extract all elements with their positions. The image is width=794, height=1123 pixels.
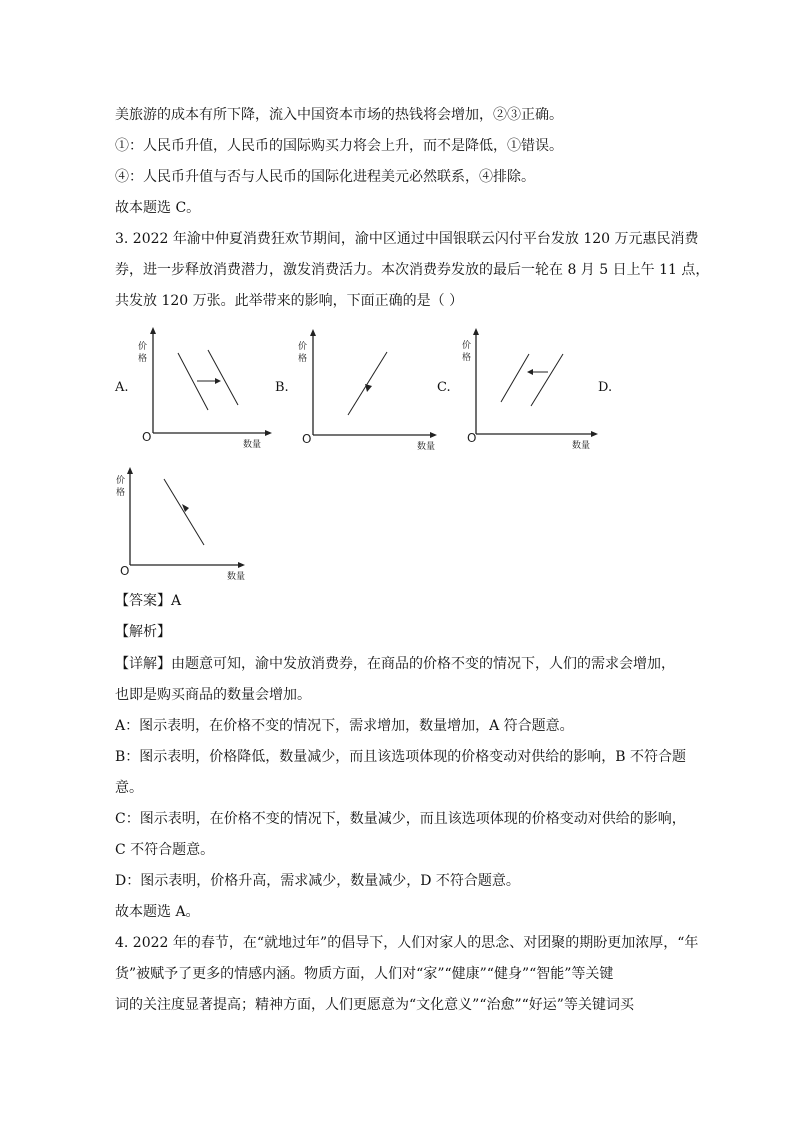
- origin-label: O: [120, 564, 130, 578]
- detail-line: 故本题选 A。: [115, 904, 200, 920]
- text-line: ④：人民币升值与否与人民币的国际化进程美元必然联系，④排除。: [115, 169, 535, 185]
- text-line: 故本题选 C。: [115, 200, 201, 216]
- detail-line: A：图示表明，在价格不变的情况下，需求增加，数量增加，A 符合题意。: [115, 718, 574, 734]
- quantity-label: 数量: [243, 440, 262, 450]
- origin-label: O: [467, 431, 477, 445]
- answer-line: 【答案】A: [115, 593, 182, 609]
- graph-c: [458, 326, 603, 451]
- origin-label: O: [302, 432, 312, 446]
- option-b-label: B.: [275, 380, 289, 395]
- option-a-label: A.: [115, 380, 129, 395]
- question-4-line: 4. 2022 年的春节，在“就地过年”的倡导下，人们对家人的思念、对团聚的期盼更加浓厚，“年: [115, 935, 699, 951]
- analysis-heading: 【解析】: [115, 624, 171, 640]
- detail-line: C：图示表明，在价格不变的情况下，数量减少，而且该选项体现的价格变动对供给的影响，: [115, 811, 686, 827]
- detail-line: D：图示表明，价格升高，需求减少，数量减少，D 不符合题意。: [115, 873, 520, 889]
- detail-line: 【详解】由题意可知，渝中发放消费券，在商品的价格不变的情况下，人们的需求会增加，: [115, 656, 675, 672]
- text-line: 美旅游的成本有所下降，流入中国资本市场的热钱将会增加，②③正确。: [115, 107, 563, 123]
- graph-b: [295, 327, 440, 452]
- question-4-line: 词的关注度显著提高；精神方面，人们更愿意为“文化意义”“治愈”“好运”等关键词买: [115, 997, 634, 1013]
- question-4-line: 货”被赋予了更多的情感内涵。物质方面，人们对“家”“健康”“健身”“智能”等关键: [115, 966, 614, 982]
- question-3-line: 3. 2022 年渝中仲夏消费狂欢节期间，渝中区通过中国银联云闪付平台发放 120 万元惠民消费: [115, 231, 699, 247]
- detail-line: 也即是购买商品的数量会增加。: [115, 687, 311, 703]
- detail-line: 意。: [115, 780, 143, 796]
- price-label-1: 价: [298, 342, 308, 352]
- price-label-2: 格: [462, 353, 472, 363]
- detail-line: C 不符合题意。: [115, 842, 215, 858]
- quantity-label: 数量: [227, 572, 246, 582]
- price-label-1: 价: [116, 476, 126, 486]
- option-c-label: C.: [437, 380, 451, 395]
- origin-label: O: [142, 430, 152, 444]
- price-label-1: 价: [462, 341, 472, 351]
- price-label-2: 格: [116, 488, 126, 498]
- price-label-1: 价: [138, 342, 148, 352]
- quantity-label: 数量: [572, 441, 591, 451]
- question-3-line: 券，进一步释放消费潜力，激发消费活力。本次消费券发放的最后一轮在 8 月 5 日上午 11 点，: [115, 262, 710, 278]
- quantity-label: 数量: [417, 442, 436, 452]
- graph-a: [135, 325, 275, 450]
- option-d-label: D.: [598, 380, 613, 395]
- price-label-2: 格: [298, 354, 308, 364]
- price-label-2: 格: [138, 354, 148, 364]
- detail-line: B：图示表明，价格降低，数量减少，而且该选项体现的价格变动对供给的影响，B 不符合题: [115, 749, 687, 765]
- text-line: ①：人民币升值，人民币的国际购买力将会上升，而不是降低，①错误。: [115, 138, 563, 154]
- graph-d: [113, 465, 253, 585]
- question-3-line: 共发放 120 万张。此举带来的影响，下面正确的是（ ）: [115, 293, 464, 309]
